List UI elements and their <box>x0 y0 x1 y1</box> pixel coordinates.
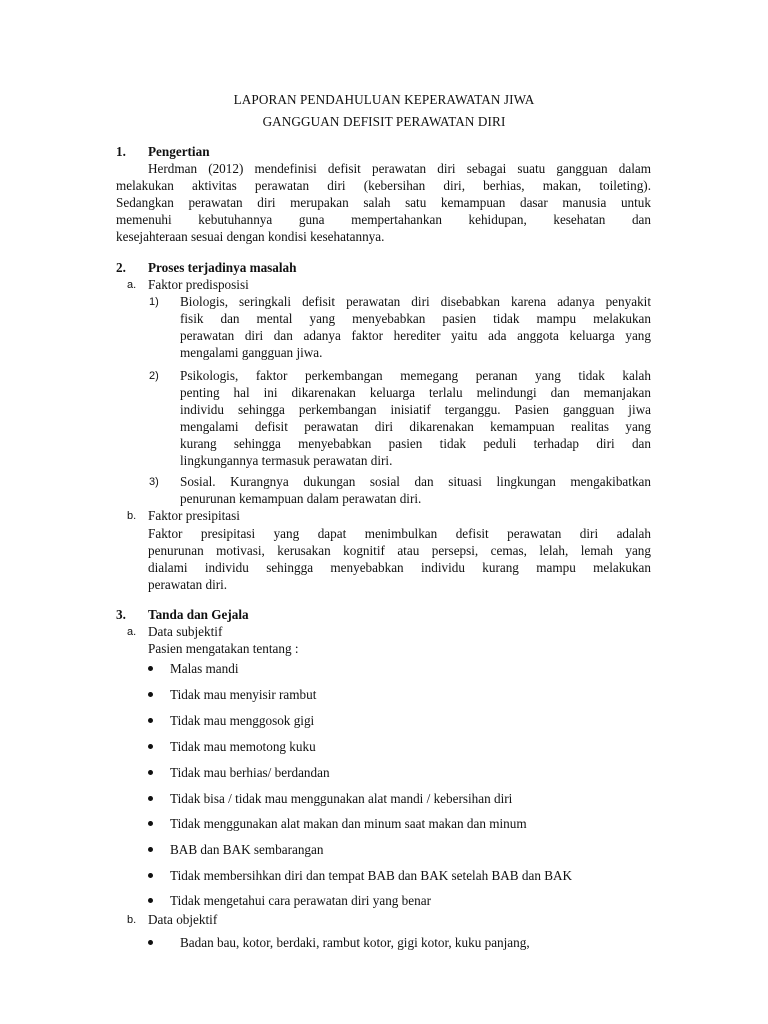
paragraph-line: mengalami gangguan jiwa. <box>180 345 323 360</box>
subsection-title: Data subjektif <box>148 624 223 639</box>
bullet-icon <box>148 718 153 723</box>
paragraph-line: Herdman (2012) mendefinisi defisit perawatan diri sebagai suatu gangguan dalam <box>148 161 651 176</box>
paragraph-line: Biologis, seringkali defisit perawatan diri disebabkan karena adanya penyakit <box>180 294 651 309</box>
list-item: Tidak menggunakan alat makan dan minum saat makan dan minum <box>170 816 527 831</box>
bullet-icon <box>148 666 153 671</box>
list-item: Malas mandi <box>170 661 239 676</box>
paragraph-line: mengalami defisit perawatan diri dikarenakan kemampuan realitas yang <box>180 419 651 434</box>
item-number: 2) <box>149 370 159 382</box>
list-item: BAB dan BAK sembarangan <box>170 842 324 857</box>
paragraph-line: fisik dan mental yang menyebabkan pasien tidak mampu melakukan <box>180 311 651 326</box>
list-item: Tidak mau memotong kuku <box>170 739 316 754</box>
paragraph-line: lingkungannya termasuk perawatan diri. <box>180 453 393 468</box>
paragraph-line: penurunan motivasi, kerusakan kognitif atau persepsi, cemas, lelah, lemah yang <box>148 543 651 558</box>
subsection-label: a. <box>127 279 137 291</box>
paragraph-line: penting hal ini dikarenakan keluarga terlalu melindungi dan memanjakan <box>180 385 651 400</box>
paragraph-line: individu sehingga perkembangan inisiatif terganggu. Pasien gangguan jiwa <box>180 402 651 417</box>
paragraph-line: Sedangkan perawatan diri merupakan salah satu kemampuan dasar manusia untuk <box>116 195 651 210</box>
paragraph-line: kurang sehingga menyebabkan pasien tidak peduli terhadap diri dan <box>180 436 651 451</box>
paragraph-line: dialami individu sehingga menyebabkan individu kurang mampu melakukan <box>148 560 651 575</box>
paragraph-line: Faktor presipitasi yang dapat menimbulkan defisit perawatan diri adalah <box>148 526 651 541</box>
document-subtitle: GANGGUAN DEFISIT PERAWATAN DIRI <box>262 114 506 129</box>
paragraph-line: memenuhi kebutuhannya guna mempertahankan kehidupan, kesehatan dan <box>116 212 651 227</box>
paragraph-line: Psikologis, faktor perkembangan memegang peranan yang tidak kalah <box>180 368 651 383</box>
section-2-heading: Proses terjadinya masalah <box>148 260 297 275</box>
item-number: 3) <box>149 476 159 488</box>
bullet-icon <box>148 898 153 903</box>
list-item: Tidak mau berhias/ berdandan <box>170 765 330 780</box>
list-item: Tidak bisa / tidak mau menggunakan alat mandi / kebersihan diri <box>170 791 513 806</box>
list-item: Tidak membersihkan diri dan tempat BAB dan BAK setelah BAB dan BAK <box>170 868 573 883</box>
bullet-icon <box>148 847 153 852</box>
list-item: Tidak mau menyisir rambut <box>170 687 317 702</box>
subsection-label: b. <box>127 914 137 926</box>
item-number: 1) <box>149 296 159 308</box>
list-item: Tidak mau menggosok gigi <box>170 713 315 728</box>
paragraph-line: perawatan diri. <box>148 577 228 592</box>
bullet-icon <box>148 873 153 878</box>
paragraph-line: kesejahteraan sesuai dengan kondisi kesehatannya. <box>116 229 385 244</box>
subsection-label: b. <box>127 510 137 522</box>
bullet-icon <box>148 692 153 697</box>
section-1-heading: Pengertian <box>148 144 210 159</box>
document-title: LAPORAN PENDAHULUAN KEPERAWATAN JIWA <box>233 92 535 107</box>
section-1-number: 1. <box>116 144 126 159</box>
list-item: Badan bau, kotor, berdaki, rambut kotor, gigi kotor, kuku panjang, <box>180 935 530 950</box>
subsection-title: Faktor presipitasi <box>148 508 240 523</box>
list-item: Tidak mengetahui cara perawatan diri yang benar <box>170 893 431 908</box>
subjective-intro: Pasien mengatakan tentang : <box>148 641 299 656</box>
paragraph-line: melakukan aktivitas perawatan diri (kebersihan diri, berhias, makan, toileting). <box>116 178 651 193</box>
section-2-number: 2. <box>116 260 126 275</box>
subsection-label: a. <box>127 626 137 638</box>
subsection-title: Faktor predisposisi <box>148 277 249 292</box>
subsection-title: Data objektif <box>148 912 218 927</box>
paragraph-line: Sosial. Kurangnya dukungan sosial dan situasi lingkungan mengakibatkan <box>180 474 651 489</box>
bullet-icon <box>148 770 153 775</box>
paragraph-line: penurunan kemampuan dalam perawatan diri. <box>180 491 422 506</box>
bullet-icon <box>148 796 153 801</box>
section-3-heading: Tanda dan Gejala <box>148 607 249 622</box>
bullet-icon <box>148 940 153 945</box>
bullet-icon <box>148 744 153 749</box>
paragraph-line: perawatan diri dan adanya faktor herediter yaitu ada anggota keluarga yang <box>180 328 651 343</box>
bullet-icon <box>148 821 153 826</box>
section-3-number: 3. <box>116 607 126 622</box>
